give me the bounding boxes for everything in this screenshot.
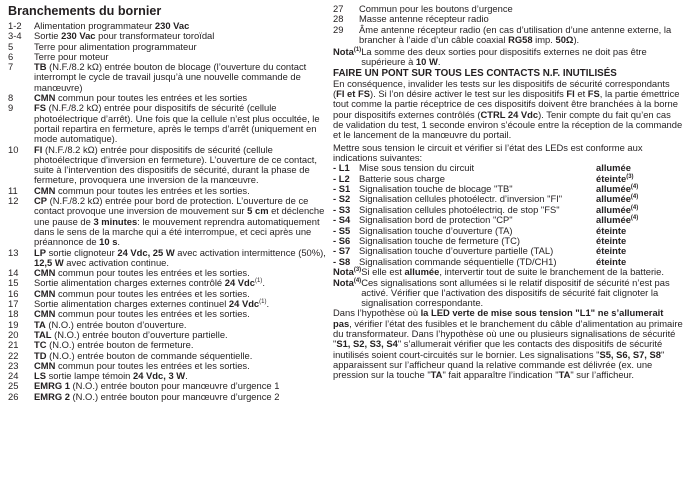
terminal-number: 25 <box>8 380 19 392</box>
led-description: Signalisation bord de protection "CP" <box>359 214 513 226</box>
terminal-number: 20 <box>8 328 19 340</box>
led-description: Signalisation cellules photoélectriq. de stop "FS" <box>359 203 560 215</box>
led-code: - S6 <box>333 235 351 246</box>
terminal-description: Sortie alimentation charges externes contrôlé 24 Vdc$^{(1)}$. <box>34 277 265 289</box>
terminal-description: CMN commun pour toutes les entrées et les sorties <box>34 92 248 104</box>
terminal-number: 10 <box>8 143 19 155</box>
led-state-footnote: (3) <box>626 173 634 180</box>
terminal-description: CMN commun pour toutes les entrées et les sorties. <box>34 267 250 279</box>
led-state-text: allumée <box>596 214 631 226</box>
terminal-number: 22 <box>8 349 19 361</box>
terminal-number: 29 <box>333 23 344 35</box>
led-description: Signalisation touche de fermeture (TC) <box>359 235 521 246</box>
led-state-text: éteinte <box>596 235 627 246</box>
note-4-text: Ces signalisations sont allumées si le relatif dispositif de sécurité n’est pas activé. Vérifier que l’activation des dispositifs de sécurité fait clignoter la signalisation correspondante. <box>361 276 670 309</box>
led-description: Batterie sous charge <box>359 172 445 184</box>
terminal-number: 26 <box>8 390 19 402</box>
note-3-label: Nota$^{(3)}$ <box>333 266 362 278</box>
note-4 <box>333 278 683 309</box>
led-code: - S7 <box>333 245 351 257</box>
terminal-number: 12 <box>8 195 19 207</box>
terminal-description: TAL (N.O.) entrée bouton d’ouverture partielle. <box>34 328 228 340</box>
terminal-row <box>333 25 683 46</box>
terminal-number: 6 <box>8 50 14 62</box>
terminal-description: CMN commun pour toutes les entrées et les sorties. <box>34 359 250 371</box>
led-state-text: éteinte <box>596 224 627 236</box>
led-description: Signalisation cellules photoélectr. d’inversion "FI" <box>359 193 563 205</box>
led-state-text: éteinte <box>596 172 627 184</box>
terminal-description: TA (N.O.) entrée bouton d’ouverture. <box>34 318 187 330</box>
led-description: Mise sous tension du circuit <box>359 162 475 174</box>
terminal-description: TB (N.F./8.2 kΩ) entrée bouton de blocage (l’ouverture du contact interrompt le cycle de travail jusqu’à une nouvelle commande de manœuvre) <box>34 61 307 93</box>
right-column <box>333 4 683 380</box>
terminal-number: 1-2 <box>8 20 22 31</box>
led-state-footnote: (4) <box>630 194 639 201</box>
terminal-number: 7 <box>8 61 14 73</box>
terminal-description: Masse antenne récepteur radio <box>359 13 489 25</box>
terminal-row <box>8 103 326 144</box>
led-state-text: allumée <box>596 193 631 205</box>
led-code: - L2 <box>333 172 350 184</box>
led-state-text: allumée <box>596 162 631 174</box>
led-state-text: éteinte <box>596 255 627 267</box>
terminal-description: LS sortie lampe témoin 24 Vdc, 3 W. <box>34 370 188 382</box>
paragraph-tests: En conséquence, invalider les tests sur les dispositifs de sécurité correspondants (FI et FS). Si l’on désire activer le test sur les dispositifs FI et FS, la partie émettrice tout comme la partie réceptrice de ces dispositifs doivent être branchées à la borne pour dispositifs externes contrôlés (CTRL 24 Vdc). Tenir compte du fait qu’en cas de validation du test, 1 seconde environ s’écoule entre la réception de la commande et le lancement de la manœuvre du portail. <box>333 77 683 141</box>
terminal-number: 11 <box>8 184 18 196</box>
terminal-description: CP (N.F./8.2 kΩ) entrée pour bord de protection. L’ouverture de ce contact provoque une inversion de mouvement sur 5 cm et déclenche une pause de 3 minutes: le mouvement reprendra automatiquement dans le sens de la marche qui a été interrompue, et ceci après une préannonce de 10 s. <box>34 195 325 248</box>
terminal-number: 5 <box>8 40 14 52</box>
terminal-number: 14 <box>8 267 19 279</box>
terminal-description: EMRG 2 (N.O.) entrée bouton pour manœuvre d’urgence 2 <box>34 390 280 402</box>
terminal-description: LP sortie clignoteur 24 Vdc, 25 W avec activation intermittence (50%), 12,5 W avec activation continue. <box>34 246 326 268</box>
led-code: - S5 <box>333 224 351 236</box>
led-state-footnote: (4) <box>630 215 639 222</box>
terminal-number: 13 <box>8 246 19 258</box>
terminal-description: Commun pour les boutons d’urgence <box>359 3 513 14</box>
terminal-description: CMN commun pour toutes les entrées et les sorties. <box>34 308 250 320</box>
terminal-description: CMN commun pour toutes les entrées et les sorties. <box>34 184 250 196</box>
terminal-number: 24 <box>8 370 19 382</box>
led-state-footnote: (4) <box>630 204 639 211</box>
led-row <box>333 163 683 173</box>
terminal-description: Terre pour alimentation programmateur <box>34 40 197 52</box>
led-description: Signalisation commande séquentielle (TD/CH1) <box>359 255 557 267</box>
terminal-description: FS (N.F./8.2 kΩ) entrée pour dispositifs de sécurité (cellule photoélectrique d’arrêt). Une fois que la cellule n’est plus occultée, le portail repartira en fermeture, après le temps d’arrêt (uniquement en mode automatique). <box>34 102 320 145</box>
led-description: Signalisation touche de blocage "TB" <box>359 182 513 194</box>
terminal-number: 18 <box>8 308 19 320</box>
note-1 <box>333 47 683 68</box>
bridge-heading: FAIRE UN PONT SUR TOUS LES CONTACTS N.F. INUTILISÉS <box>333 67 617 79</box>
led-state-footnote: (4) <box>630 183 639 190</box>
terminal-number: 27 <box>333 3 344 14</box>
note-4-label: Nota$^{(4)}$ <box>333 276 362 288</box>
terminal-description: Âme antenne récepteur radio (en cas d’utilisation d’une antenne externe, la brancher à l’aide d’un câble coaxial RG58 imp. 50Ω). <box>359 23 672 45</box>
note-3-text: Si elle est allumée, intervertir tout de suite le branchement de la batterie. <box>361 266 664 278</box>
terminal-number: 23 <box>8 359 19 371</box>
note-3 <box>333 267 683 277</box>
terminal-row <box>8 196 326 247</box>
led-code: - S4 <box>333 214 351 226</box>
terminal-description: FI (N.F./8.2 kΩ) entrée pour dispositifs de sécurité (cellule photoélectrique d’inversion en fermeture). L’ouverture de ce contact, suite à l’intervention des dispositifs de sécurité, durant la phase de fermeture, provoquera une inversion de la manœuvre. <box>34 143 317 186</box>
terminal-description: TD (N.O.) entrée bouton de commande séquentielle. <box>34 349 253 361</box>
terminal-description: Alimentation programmateur 230 Vac <box>34 20 190 31</box>
terminal-number: 15 <box>8 277 19 289</box>
terminal-number: 21 <box>8 339 19 351</box>
terminal-number: 3-4 <box>8 30 22 42</box>
led-code: - L1 <box>333 162 350 174</box>
led-state-text: allumée <box>596 203 631 215</box>
led-code: - S8 <box>333 255 351 267</box>
terminal-description: EMRG 1 (N.O.) entrée bouton pour manœuvre d’urgence 1 <box>34 380 280 392</box>
terminal-description: Terre pour moteur <box>34 50 109 62</box>
note-1-label: Nota$^{(1)}$ <box>333 46 362 58</box>
left-column <box>8 4 326 402</box>
terminal-number: 16 <box>8 287 19 299</box>
terminal-row <box>8 392 326 402</box>
terminal-number: 28 <box>333 13 344 25</box>
led-state-text: allumée <box>596 182 631 194</box>
terminal-description: Sortie alimentation charges externes continuel 24 Vdc$^{(1)}$. <box>34 298 270 310</box>
terminal-description: TC (N.O.) entrée bouton de fermeture. <box>34 339 194 351</box>
paragraph-leds-intro: Mettre sous tension le circuit et vérifier si l’état des LEDs est conforme aux indications suivantes: <box>333 141 643 163</box>
terminal-description: Sortie 230 Vac pour transformateur toroïdal <box>34 30 215 42</box>
led-state-text: éteinte <box>596 245 627 257</box>
terminal-description: CMN commun pour toutes les entrées et les sorties. <box>34 287 250 299</box>
note-1-text: La somme des deux sorties pour dispositifs externes ne doit pas être supérieure à 10 W. <box>361 46 647 68</box>
terminal-number: 17 <box>8 298 19 310</box>
terminal-row <box>8 145 326 186</box>
terminal-list <box>8 21 326 402</box>
terminal-list-continued <box>333 4 683 45</box>
led-code: - S2 <box>333 193 351 205</box>
led-description: Signalisation touche d’ouverture partielle (TAL) <box>359 245 554 257</box>
section-title: Branchements du bornier <box>8 4 162 18</box>
terminal-number: 9 <box>8 102 14 114</box>
paragraph-troubleshooting: Dans l’hypothèse où la LED verte de mise sous tension "L1" ne s’allumerait pas, vérifier l’état des fusibles et le branchement du câble d’alimentation au primaire du transformateur. Dans l’hypothèse où une ou plusieurs signalisations de sécurité "S1, S2, S3, S4" s’allumerait vérifier que les contacts des dispositifs de sécurité inutilisés soient court-circuités sur le bornier. Les signalisations "S5, S6, S7, S8" apparaissent sur l’afficheur quand la relative commande est délivrée (ex. une pression sur la touche "TA" fait apparaître l’indication "TA" sur l’afficheur. <box>333 307 683 381</box>
led-list <box>333 163 683 267</box>
terminal-number: 8 <box>8 92 14 104</box>
terminal-row <box>8 62 326 93</box>
led-code: - S1 <box>333 182 351 194</box>
terminal-row <box>8 248 326 269</box>
terminal-row <box>8 340 326 350</box>
led-description: Signalisation touche d’ouverture (TA) <box>359 224 513 236</box>
terminal-number: 19 <box>8 318 19 330</box>
led-code: - S3 <box>333 203 351 215</box>
